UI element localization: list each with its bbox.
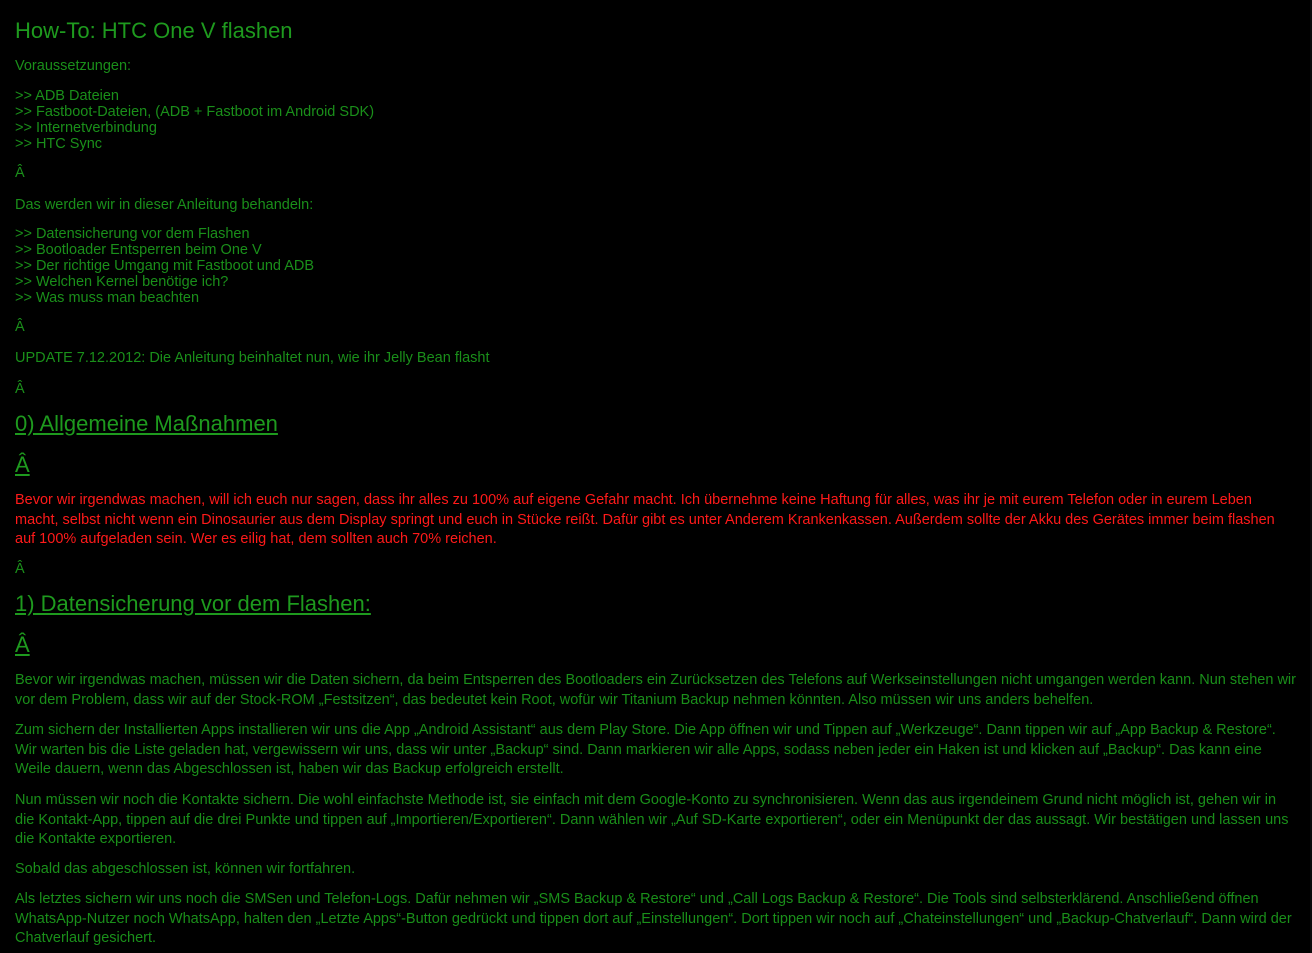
disclaimer-warning: Bevor wir irgendwas machen, will ich euch nur sagen, dass ihr alles zu 100% auf eigene Gefahr macht. Ich übernehme keine Haftung für alles, was ihr je mit eurem Telefon oder in eurem Leben macht, selbst nicht wenn ein Dinosaurier aus dem Display springt und euch in Stücke reißt. Dafür gibt es unter Anderem Krankenkassen. Außerdem sollte der Akku des Gerätes immer beim flashen auf 100% aufgeladen sein. Wer es eilig hat, dem sollten auch 70% reichen. [15, 492, 1275, 547]
list-item: >> ADB Dateien [15, 88, 119, 104]
section-heading-1[interactable]: 1) Datensicherung vor dem Flashen: [15, 591, 371, 616]
section-heading-1-glyph[interactable]: Â [15, 632, 30, 657]
paragraph: Als letztes sichern wir uns noch die SMSen und Telefon-Logs. Dafür nehmen wir „SMS Backup & Restore“ und „Call Logs Backup & Restore“. Die Tools sind selbsterklärend. Anschließend öffnen WhatsApp-Nutzer noch WhatsApp, halten den „Letzte Apps“-Button gedrückt und tippen dort auf „Einstellungen“. Dort tippen wir noch auf „Chateinstellungen“ und „Backup-Chatverlauf“. Dann wird der Chatverlauf gesichert. [15, 891, 1292, 946]
section-heading-0[interactable]: 0) Allgemeine Maßnahmen [15, 411, 278, 436]
list-item: >> Was muss man beachten [15, 290, 200, 306]
spacer-glyph: Â [15, 319, 25, 335]
spacer-glyph: Â [15, 561, 25, 577]
topics-list [15, 226, 1297, 306]
list-item: >> Internetverbindung [15, 120, 157, 136]
section-heading-0-glyph[interactable]: Â [15, 452, 30, 477]
list-item: >> HTC Sync [15, 136, 103, 152]
spacer-glyph: Â [15, 381, 25, 397]
paragraph: Bevor wir irgendwas machen, müssen wir die Daten sichern, da beim Entsperren des Bootloaders ein Zurücksetzen des Telefons auf Werkseinstellungen nicht umgangen werden kann. Nun stehen wir vor dem Problem, dass wir auf der Stock-ROM „Festsitzen“, das bedeutet kein Root, wofür wir Titanium Backup nehmen könnten. Also müssen wir uns anders behelfen. [15, 672, 1296, 708]
paragraph: Nun müssen wir noch die Kontakte sichern. Die wohl einfachste Methode ist, sie einfach mit dem Google-Konto zu synchronisieren. Wenn das aus irgendeinem Grund nicht möglich ist, gehen wir in die Kontakt-App, tippen auf die drei Punkte und tippen auf „Importieren/Exportieren“. Dann wählen wir „Auf SD-Karte exportieren“, oder ein Menüpunkt der das aussagt. Wir bestätigen und lassen uns die Kontakte exportieren. [15, 792, 1289, 847]
paragraph: Sobald das abgeschlossen ist, können wir fortfahren. [15, 861, 356, 877]
list-item: >> Welchen Kernel benötige ich? [15, 274, 229, 290]
topics-heading: Das werden wir in dieser Anleitung behandeln: [15, 197, 314, 213]
paragraph: Zum sichern der Installierten Apps installieren wir uns die App „Android Assistant“ aus dem Play Store. Die App öffnen wir und Tippen auf „Werkzeuge“. Dann tippen wir auf „App Backup & Restore“. Wir warten bis die Liste geladen hat, vergewissern wir uns, dass wir unter „Backup“ sind. Dann markieren wir alle Apps, sodass neben jeder ein Haken ist und klicken auf „Backup“. Das kann eine Weile dauern, wenn das Abgeschlossen ist, haben wir das Backup erfolgreich erstellt. [15, 722, 1276, 777]
list-item: >> Der richtige Umgang mit Fastboot und ADB [15, 258, 315, 274]
requirements-heading: Voraussetzungen: [15, 58, 132, 74]
update-note: UPDATE 7.12.2012: Die Anleitung beinhaltet nun, wie ihr Jelly Bean flasht [15, 350, 490, 366]
list-item: >> Fastboot-Dateien, (ADB + Fastboot im Android SDK) [15, 104, 375, 120]
requirements-list [15, 88, 1297, 152]
page-title: How-To: HTC One V flashen [15, 18, 293, 43]
spacer-glyph: Â [15, 165, 25, 181]
list-item: >> Datensicherung vor dem Flashen [15, 226, 250, 242]
list-item: >> Bootloader Entsperren beim One V [15, 242, 262, 258]
